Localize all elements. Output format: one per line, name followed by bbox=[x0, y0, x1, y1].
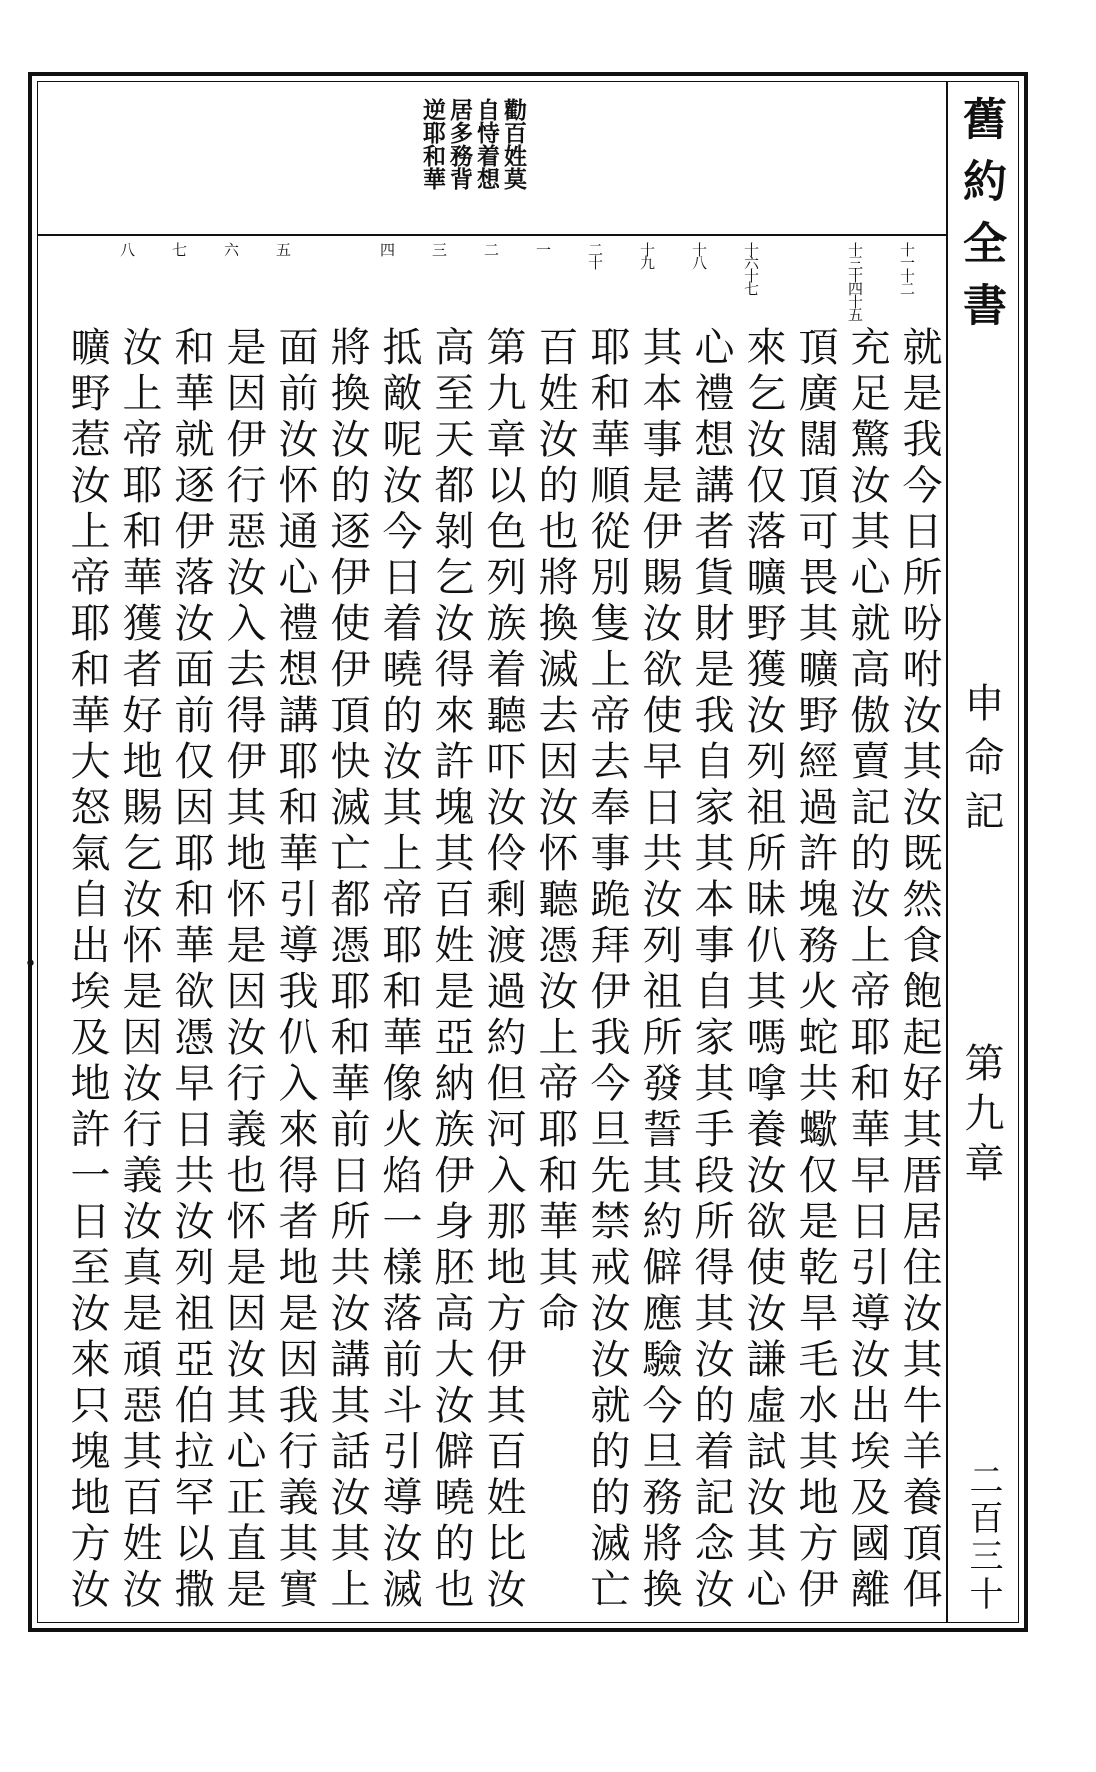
text-column: 其本事是伊賜汝欲使早日共汝列祖所發誓其約僻應驗今旦務將換 bbox=[636, 326, 682, 1614]
line-index: 十六十七 bbox=[742, 242, 760, 294]
line-index: 十八 bbox=[690, 242, 708, 268]
book-title: 舊約全書 bbox=[955, 96, 1006, 344]
text-column: 將換汝的逐伊使伊頂快滅亡都憑耶和華前日所共汝講其話汝其上 bbox=[324, 326, 370, 1614]
text-column: 高至天都剝乞汝得來許塊其百姓是亞納族伊身胚高大汝僻曉的也 bbox=[428, 326, 474, 1614]
text-column: 頂廣闊頂可畏其曠野經過許塊務火蛇共蠍仅是乾旱毛水其地方伊 bbox=[792, 326, 838, 1614]
line-index: 六 bbox=[222, 242, 240, 255]
page-number: 二百三十 bbox=[963, 1462, 1003, 1614]
book-name: 申命記 bbox=[958, 682, 1004, 844]
line-index: 一 bbox=[534, 242, 552, 255]
line-index: 十一十二 bbox=[898, 242, 916, 294]
text-column: 充足驚汝其心就高傲賣記的汝上帝耶和華早日引導汝出埃及國離 bbox=[844, 326, 890, 1614]
text-column: 抵敵呢汝今日着曉的汝其上帝耶和華像火焰一樣落前斗引導汝滅 bbox=[376, 326, 422, 1614]
text-column: 和華就逐伊落汝面前仅因耶和華欲憑早日共汝列祖亞伯拉罕以撒 bbox=[168, 326, 214, 1614]
text-column: 是因伊行惡汝入去得伊其地怀是因汝行義也怀是因汝其心正直是 bbox=[220, 326, 266, 1614]
line-index: 八 bbox=[118, 242, 136, 255]
gloss-line: 勸百姓莫 bbox=[500, 98, 527, 190]
running-head bbox=[946, 82, 1018, 1622]
line-index: 四 bbox=[378, 242, 396, 255]
marginal-gloss-area bbox=[38, 82, 946, 236]
text-column: 曠野惹汝上帝耶和華大怒氣自出埃及地許一日至汝來只塊地方汝 bbox=[64, 326, 110, 1614]
line-index: 二 bbox=[482, 242, 500, 255]
page-frame bbox=[24, 72, 1028, 1632]
text-column: 就是我今日所吩咐汝其汝既然食飽起好其厝居住汝其牛羊養頂佴 bbox=[896, 326, 942, 1614]
line-index: 七 bbox=[170, 242, 188, 255]
text-column: 第九章以色列族着聽吓汝伶剩渡過約但河入那地方伊其百姓比汝 bbox=[480, 326, 526, 1614]
line-index: 二十 bbox=[586, 242, 604, 268]
gloss-line: 自恃着想 bbox=[473, 98, 500, 190]
line-index: 五 bbox=[274, 242, 292, 255]
gloss-line: 逆耶和華 bbox=[419, 98, 446, 190]
chapter-heading: 第九章 bbox=[958, 1042, 1004, 1192]
page-frame-inner bbox=[24, 81, 1019, 1623]
text-column: 汝上帝耶和華獲者好地賜乞汝怀是因汝行義汝真是頑惡其百姓汝 bbox=[116, 326, 162, 1614]
text-column: 百姓汝的也將換滅去因汝怀聽憑汝上帝耶和華其命 bbox=[532, 326, 578, 1338]
text-column: 心禮想講者貨財是我自家其本事自家其手段所得其汝的着記念汝 bbox=[688, 326, 734, 1614]
text-column: 耶和華順從別隻上帝去奉事跪拜伊我今旦先禁戒汝汝就的的滅亡 bbox=[584, 326, 630, 1614]
text-column: 面前汝怀通心禮想講耶和華引導我仈入來得者地是因我行義其實 bbox=[272, 326, 318, 1614]
line-index: 十三十四十五 bbox=[846, 242, 864, 320]
margin-dot-mark: • bbox=[24, 952, 37, 977]
line-index: 十九 bbox=[638, 242, 656, 268]
line-index-strip bbox=[38, 236, 946, 322]
text-column: 來乞汝仅落曠野獲汝列祖所昧仈其嗎嗱養汝欲使汝謙虛試汝其心 bbox=[740, 326, 786, 1614]
line-index: 三 bbox=[430, 242, 448, 255]
gloss-line: 居多務背 bbox=[446, 98, 473, 190]
